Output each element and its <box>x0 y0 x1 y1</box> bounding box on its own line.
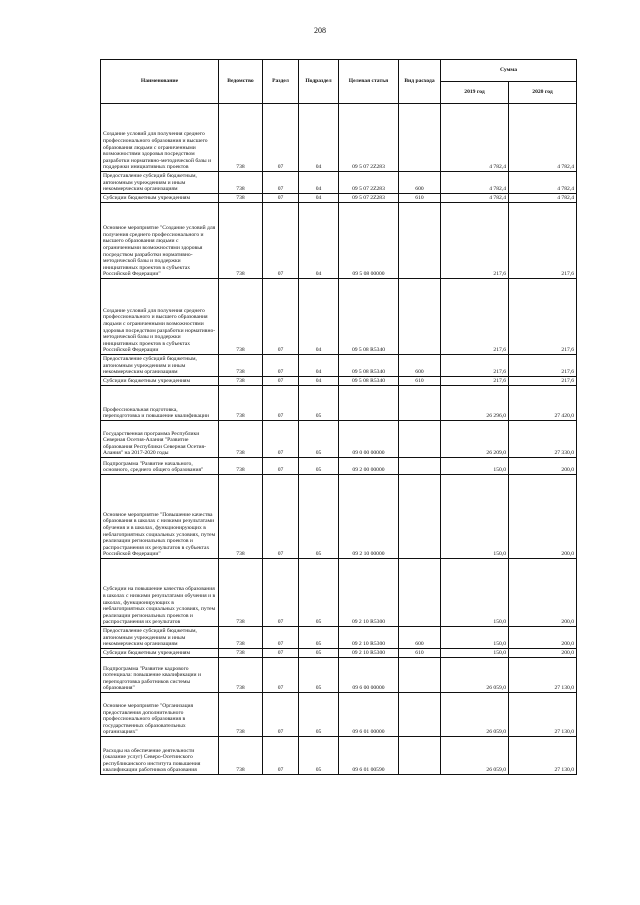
table-row <box>101 658 577 693</box>
table-row <box>101 475 577 559</box>
row-department: 738 <box>219 172 263 194</box>
row-department: 738 <box>219 104 263 172</box>
row-sum-2020: 217,6 <box>509 355 577 377</box>
row-sum-2020: 200,0 <box>509 475 577 559</box>
row-sum-2020: 27 130,0 <box>509 693 577 737</box>
header-year-2019: 2019 год <box>441 82 509 104</box>
row-section: 07 <box>263 194 299 203</box>
row-sum-2020: 4 782,4 <box>509 104 577 172</box>
row-section: 07 <box>263 421 299 458</box>
row-section: 07 <box>263 737 299 775</box>
row-name: Субсидии на повышение качества образования в школах с низкими результатами обучения и в школах, функционирующих в неблагоприятных социальных условиях, путем реализации региональных проектов и распространения их результатов <box>101 559 219 627</box>
row-department: 738 <box>219 194 263 203</box>
row-name: Создание условий для получения среднего профессионального и высшего образования людьми с ограниченными возможностями здоровья посредством разработки нормативно-методической базы и поддержки инициативных проектов в субъектах Российской Федерации <box>101 279 219 355</box>
row-name: Расходы на обеспечение деятельности (оказание услуг) Северо-Осетинского республиканского института повышения квалификации работников образования <box>101 737 219 775</box>
budget-table <box>100 59 577 775</box>
row-sum-2020: 4 782,4 <box>509 172 577 194</box>
row-expense-type <box>399 559 441 627</box>
row-target-item: 09 5 07 2Z283 <box>339 172 399 194</box>
row-section: 07 <box>263 377 299 386</box>
row-sum-2020: 200,0 <box>509 627 577 649</box>
row-expense-type: 600 <box>399 172 441 194</box>
table-row <box>101 104 577 172</box>
row-department: 738 <box>219 693 263 737</box>
row-department: 738 <box>219 649 263 658</box>
row-section: 07 <box>263 693 299 737</box>
row-sum-2019: 4 782,4 <box>441 104 509 172</box>
row-subsection: 05 <box>299 475 339 559</box>
row-name: Основное мероприятие "Повышение качества образования в школах с низкими результатами обучения и в школах, функционирующих в неблагоприятных социальных условиях, путем реализации региональных проектов и распространения их результатов в субъектах Российской Федерации" <box>101 475 219 559</box>
row-expense-type <box>399 104 441 172</box>
row-sum-2019: 26 209,0 <box>441 421 509 458</box>
row-section: 07 <box>263 649 299 658</box>
row-sum-2019: 4 782,4 <box>441 172 509 194</box>
row-sum-2020: 200,0 <box>509 559 577 627</box>
row-section: 07 <box>263 627 299 649</box>
table-row <box>101 421 577 458</box>
row-sum-2019: 26 059,0 <box>441 693 509 737</box>
row-target-item: 09 6 01 00590 <box>339 737 399 775</box>
row-sum-2020: 200,0 <box>509 649 577 658</box>
header-subsection: Подраздел <box>299 60 339 104</box>
row-name: Профессиональная подготовка, переподготовка и повышение квалификации <box>101 386 219 421</box>
row-target-item: 09 5 08 R5340 <box>339 279 399 355</box>
row-target-item: 09 5 08 00000 <box>339 203 399 279</box>
row-sum-2019: 26 296,0 <box>441 386 509 421</box>
row-section: 07 <box>263 475 299 559</box>
row-expense-type <box>399 386 441 421</box>
row-expense-type: 610 <box>399 649 441 658</box>
table-row <box>101 172 577 194</box>
row-target-item: 09 6 01 00000 <box>339 693 399 737</box>
table-row <box>101 649 577 658</box>
row-department: 738 <box>219 355 263 377</box>
table-row <box>101 355 577 377</box>
row-sum-2019: 150,0 <box>441 475 509 559</box>
row-sum-2019: 26 059,0 <box>441 658 509 693</box>
row-name: Основное мероприятие "Организация предоставления дополнительного профессионального образования в государственных образовательных организациях" <box>101 693 219 737</box>
row-name: Субсидии бюджетным учреждениям <box>101 377 219 386</box>
row-subsection: 05 <box>299 386 339 421</box>
row-expense-type <box>399 203 441 279</box>
row-department: 738 <box>219 658 263 693</box>
row-sum-2020: 217,6 <box>509 377 577 386</box>
row-target-item: 09 2 10 R5300 <box>339 559 399 627</box>
row-target-item: 09 5 08 R5340 <box>339 355 399 377</box>
row-subsection: 04 <box>299 279 339 355</box>
row-department: 738 <box>219 377 263 386</box>
row-name: Субсидии бюджетным учреждениям <box>101 194 219 203</box>
table-row <box>101 377 577 386</box>
row-expense-type <box>399 421 441 458</box>
row-sum-2020: 217,6 <box>509 203 577 279</box>
row-name: Создание условий для получения среднего профессионального образования и высшего образования людьми с ограниченными возможностями здоровья посредством разработки нормативно-методической базы и поддержки инициативных проектов <box>101 104 219 172</box>
table-row <box>101 627 577 649</box>
page-number: 208 <box>314 26 326 35</box>
row-subsection: 04 <box>299 104 339 172</box>
row-expense-type: 610 <box>399 377 441 386</box>
row-department: 738 <box>219 458 263 475</box>
table-row <box>101 279 577 355</box>
row-subsection: 04 <box>299 203 339 279</box>
row-sum-2020: 27 130,0 <box>509 737 577 775</box>
row-name: Государственная программа Республики Северная Осетия-Алания "Развитие образования Республики Северная Осетия-Алания" на 2017-2020 годы <box>101 421 219 458</box>
header-year-2020: 2020 год <box>509 82 577 104</box>
row-sum-2019: 4 782,4 <box>441 194 509 203</box>
row-expense-type <box>399 475 441 559</box>
table-body <box>101 104 577 775</box>
row-subsection: 05 <box>299 458 339 475</box>
row-subsection: 05 <box>299 627 339 649</box>
header-sum: Сумма <box>441 60 577 82</box>
row-sum-2019: 26 059,0 <box>441 737 509 775</box>
table-row <box>101 737 577 775</box>
row-sum-2020: 200,0 <box>509 458 577 475</box>
row-expense-type: 600 <box>399 627 441 649</box>
row-target-item: 09 5 07 2Z283 <box>339 194 399 203</box>
row-sum-2019: 150,0 <box>441 559 509 627</box>
row-expense-type <box>399 693 441 737</box>
row-sum-2019: 217,6 <box>441 203 509 279</box>
row-subsection: 04 <box>299 194 339 203</box>
row-subsection: 05 <box>299 421 339 458</box>
row-section: 07 <box>263 104 299 172</box>
row-department: 738 <box>219 421 263 458</box>
row-name: Подпрограмма "Развитие кадрового потенциала: повышение квалификации и переподготовка работников системы образования" <box>101 658 219 693</box>
row-expense-type <box>399 279 441 355</box>
row-section: 07 <box>263 172 299 194</box>
row-target-item: 09 2 10 00000 <box>339 475 399 559</box>
header-expense-type: Вид расхода <box>399 60 441 104</box>
table-row <box>101 693 577 737</box>
row-name: Предоставление субсидий бюджетным, автономным учреждениям и иным некоммерческим организациям <box>101 355 219 377</box>
row-target-item: 09 0 00 00000 <box>339 421 399 458</box>
header-name: Наименование <box>101 60 219 104</box>
row-department: 738 <box>219 386 263 421</box>
row-target-item: 09 5 08 R5340 <box>339 377 399 386</box>
table-row <box>101 386 577 421</box>
row-sum-2019: 150,0 <box>441 458 509 475</box>
row-target-item: 09 2 00 00000 <box>339 458 399 475</box>
row-section: 07 <box>263 658 299 693</box>
row-sum-2019: 150,0 <box>441 649 509 658</box>
row-subsection: 05 <box>299 693 339 737</box>
row-sum-2020: 217,6 <box>509 279 577 355</box>
row-subsection: 05 <box>299 559 339 627</box>
row-sum-2019: 217,6 <box>441 355 509 377</box>
row-target-item: 09 5 07 2Z283 <box>339 104 399 172</box>
row-subsection: 05 <box>299 649 339 658</box>
row-department: 738 <box>219 627 263 649</box>
row-target-item: 09 2 10 R5300 <box>339 627 399 649</box>
row-sum-2019: 217,6 <box>441 377 509 386</box>
row-department: 738 <box>219 203 263 279</box>
row-expense-type <box>399 658 441 693</box>
row-section: 07 <box>263 279 299 355</box>
row-target-item: 09 6 00 00000 <box>339 658 399 693</box>
row-department: 738 <box>219 279 263 355</box>
row-subsection: 04 <box>299 172 339 194</box>
row-subsection: 05 <box>299 658 339 693</box>
row-section: 07 <box>263 203 299 279</box>
table-row <box>101 194 577 203</box>
row-section: 07 <box>263 559 299 627</box>
table-row <box>101 458 577 475</box>
row-name: Основное мероприятие "Создание условий для получения среднего профессионального и высшего образования людьми с ограниченными возможностями здоровья посредством разработки нормативно-методической базы и поддержки инициативных проектов в субъектах Российской Федерации" <box>101 203 219 279</box>
row-section: 07 <box>263 386 299 421</box>
row-department: 738 <box>219 475 263 559</box>
row-department: 738 <box>219 559 263 627</box>
row-sum-2020: 27 420,0 <box>509 386 577 421</box>
row-section: 07 <box>263 355 299 377</box>
row-sum-2020: 27 330,0 <box>509 421 577 458</box>
header-department: Ведомство <box>219 60 263 104</box>
row-name: Предоставление субсидий бюджетным, автономным учреждениям и иным некоммерческим организациям <box>101 172 219 194</box>
row-sum-2019: 150,0 <box>441 627 509 649</box>
row-expense-type: 610 <box>399 194 441 203</box>
table-row <box>101 203 577 279</box>
row-subsection: 04 <box>299 355 339 377</box>
row-section: 07 <box>263 458 299 475</box>
row-sum-2020: 4 782,4 <box>509 194 577 203</box>
header-target-item: Целевая статья <box>339 60 399 104</box>
row-sum-2019: 217,6 <box>441 279 509 355</box>
row-sum-2020: 27 130,0 <box>509 658 577 693</box>
row-expense-type <box>399 458 441 475</box>
row-target-item <box>339 386 399 421</box>
row-name: Предоставление субсидий бюджетным, автономным учреждениям и иным некоммерческим организациям <box>101 627 219 649</box>
row-name: Подпрограмма "Развитие начального, основного, среднего общего образования" <box>101 458 219 475</box>
header-section: Раздел <box>263 60 299 104</box>
row-subsection: 05 <box>299 737 339 775</box>
table-row <box>101 559 577 627</box>
row-expense-type <box>399 737 441 775</box>
row-expense-type: 600 <box>399 355 441 377</box>
row-department: 738 <box>219 737 263 775</box>
row-target-item: 09 2 10 R5300 <box>339 649 399 658</box>
row-name: Субсидии бюджетным учреждениям <box>101 649 219 658</box>
row-subsection: 04 <box>299 377 339 386</box>
